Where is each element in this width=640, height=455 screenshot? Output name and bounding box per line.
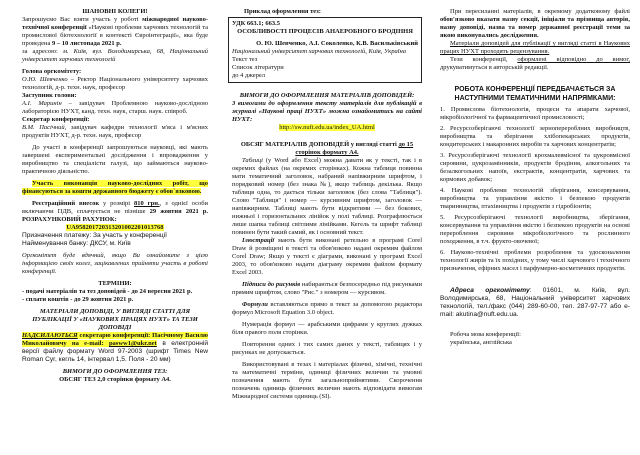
- review-note: Матеріали доповідей для публікації у вигляді статті в Наукових працях НУХТ проходять рецензування.: [440, 40, 630, 55]
- illus-lead: Ілюстрації: [242, 237, 275, 244]
- send-paragraph: [22, 332, 208, 364]
- intro-text: Запрошуємо Вас взяти участь у роботі: [22, 16, 143, 23]
- formulas-paragraph: [232, 301, 422, 317]
- send-note-a: При пересиланні матеріалів, в окремому додатковому файлі: [450, 8, 630, 15]
- direction-item: 2. Ресурсозберігаючі технології зерноперероблних виробництв, виробництва та зберігання хлібопекарських продуктів, кондитерських і макаронних виробів та харчових концентратів;: [440, 125, 630, 148]
- conference-name: «Наукові проблеми харчових технологій та промислової біотехнології в контексті Євроінтеграції», яка буде проведена: [22, 24, 208, 47]
- formulas-lead: Формули: [242, 301, 268, 308]
- deadline-item: - подачі матеріалів та тез доповідей - до 24 вересня 2021 р.: [22, 288, 193, 295]
- direction-item: 3. Ресурсозберігаючі технології крохмалевмісної та цукровмісної сировини, цукрозамінників, продуктів бродіння, алкогольних та безалкогольних напоїв, екстрактів, концентратів, харчових та кормових добавок;: [440, 152, 630, 183]
- conference-date: 9 – 10 листопада 2021 р.: [52, 40, 122, 47]
- fee-text-2: , з однієї особи включаючи ПДВ, сплачується не пізніше: [22, 200, 209, 215]
- middle-column: [232, 8, 422, 401]
- send-recipient: секретарю конференції: Пасічному Василю Миколайовичу на e-mail:: [22, 332, 208, 347]
- chair-title: Голова оргкомітету:: [22, 68, 82, 75]
- tables-lead: Таблиці: [242, 157, 263, 164]
- theses-note: [440, 56, 630, 72]
- secretary-title: Секретар конференції:: [22, 116, 90, 123]
- theses-volume: ОБСЯГ ТЕЗ 2,0 сторінки формату А4.: [59, 376, 171, 383]
- volume-c: до 15 сторінок формату А4.: [295, 141, 414, 156]
- secretary-desc: , завідувач кафедри технології м'яса і м'ясних продуктів НУХТ, д-р. техн. наук, професор: [22, 124, 208, 139]
- payment-purpose: Призначення платежу: За участь у конференції: [22, 232, 167, 239]
- theses-note-c: друкуватимуться в авторській редакції.: [440, 64, 549, 71]
- direction-item: 4. Наукові проблеми технологій зберігання, консервування, виробництва та управління якістю і безпекою продуктів тваринництва, птахівництва і продуктів з гідробіонтів;: [440, 187, 630, 210]
- deadlines-title: ТЕРМІНИ:: [98, 280, 132, 287]
- invite-paragraph: До участі в конференції запрошуються науковці, які мають завершені експериментальні дослідження і впровадження у виробництво та спеціалісти галузі, що займаються науково-практичною діяльністю.: [22, 144, 208, 175]
- right-column: [440, 8, 630, 347]
- fee-text: у розмірі: [99, 200, 134, 207]
- directions-list: [440, 106, 630, 273]
- example-udc: УДК 663.1; 663.5: [232, 20, 280, 27]
- website-link[interactable]: http://sw.nuft.edu.ua/index_UA.html: [279, 124, 375, 131]
- account-title: РОЗРАХУНКОВИЙ РАХУНОК:: [22, 216, 117, 223]
- materials-title: МАТЕРІАЛИ ДОПОВІДІ, У ВИГЛЯДІ СТАТТІ ДЛЯ ПУБЛІКАЦІЇ У «НАУКОВИХ ПРАЦЯХ НУХТ» ТА ТЕЗИ ДОПОВІДІ: [32, 308, 198, 331]
- example-authors: О. Ю. Шевченко, А.І. Соколенко, К.В. Васильківський: [256, 40, 418, 47]
- venue-address: м. Київ, вул. Володимирська, 68, Національний університет харчових технологій: [22, 48, 208, 63]
- volume-heading: [232, 141, 422, 157]
- bank-name: Найменування банку: ДКСУ, м. Київ: [22, 240, 131, 247]
- captions-text: набираються безпосередньо під рисунками прямим шрифтом, слово "Рис." з номером — курсивом.: [232, 281, 422, 296]
- budget-note: [22, 180, 208, 196]
- fee-label: Реєстраційний внесок: [32, 200, 100, 207]
- send-note: [440, 8, 630, 40]
- deputy-desc: – завідувач Проблемною науково-дослідною лабораторією НУХТ, канд. техн. наук, старш. наук. співроб.: [22, 100, 208, 115]
- tables-paragraph: [232, 157, 422, 237]
- deputy-name: А.І. Маринін: [22, 100, 62, 107]
- example-affiliation: Національний університет харчових технологій, Київ, Україна: [232, 48, 407, 55]
- theses-note-a: Тези конференції,: [450, 56, 518, 63]
- numbering-paragraph: Нумерація формул — арабськими цифрами у круглих дужках біля правого поля сторінки.: [232, 321, 422, 336]
- theses-note-b: оформлені відповідно до вимог,: [517, 56, 630, 63]
- venue-paragraph: [22, 48, 208, 64]
- volume-b: у вигляді статті: [349, 141, 399, 148]
- example-heading: ОСОБЛИВОСТІ ПРОЦЕСІВ АНАЕРОБНОГО БРОДІННЯ: [237, 28, 413, 35]
- language-title: Робоча мова конференції:: [450, 331, 521, 338]
- captions-paragraph: [232, 281, 422, 297]
- deputy-title: Заступник голови:: [22, 92, 77, 99]
- secretary-name: В.М. Пасічний: [22, 124, 65, 131]
- thanks-paragraph: Оргкомітет буде вдячний, якщо Ви ознайомите з цією інформацією своїх колег, зацікавлених прийняти участь в роботі конференції.: [22, 252, 208, 275]
- repeat-paragraph: Повторення одних і тих самих даних у тексті, таблицях і у рисунках не допускається.: [232, 341, 422, 356]
- conference-type: міжнародної науково-технічної конференції: [22, 16, 208, 31]
- example-refs: Список літератури: [232, 64, 284, 71]
- directions-title: РОБОТА КОНФЕРЕНЦІЇ ПЕРЕДБАЧАЄТЬСЯ ЗА НАСТУПНИМИ ТЕМАТИЧНИМИ НАПРЯМКАМИ:: [454, 86, 616, 102]
- example-box: [228, 17, 422, 83]
- req-title: ВИМОГИ ДО ОФОРМЛЕННЯ МАТЕРІАЛІВ ДОПОВІДЕЙ:: [239, 92, 415, 99]
- address-lead: Адреса оргкомітету: [450, 287, 530, 294]
- iban: UA958201720313201002201013768: [66, 224, 164, 231]
- send-label: НАДСИЛАЮТЬСЯ: [22, 332, 78, 339]
- secretary-paragraph: [22, 124, 208, 140]
- intro-paragraph: [22, 16, 208, 48]
- example-title: Приклад оформлення тез:: [244, 8, 321, 15]
- chair-name: О.Ю. Шевченко: [22, 76, 68, 83]
- fee-amount: 810 грн.: [134, 200, 160, 207]
- send-note-b: обов'язково вказати назву секції, ініціали та прізвища авторів, назву доповіді, назва та номер державної реєстрації теми за якою виконувались дослідження.: [440, 16, 630, 39]
- illus-text: мають бути виконані ретельно в програмі Corel Draw й розміщені в тексті та обов'язково надані окремим файлом Corel Draw; Якщо у тексті є діаграми, виконані у програмі Excel 2003, то обов'язково надати діаграму окремим файлом формату Excel 2003.: [232, 237, 422, 276]
- deputy-paragraph: [22, 100, 208, 116]
- fee-date: 29 жовтня 2021 р.: [149, 208, 209, 215]
- req-text: З вимогами до оформлення тексту матеріалів для публікацій в журналі «Наукові праці НУХТ» можна ознайомитись на сайті НУХТ:: [232, 100, 422, 123]
- left-column: [22, 8, 208, 384]
- direction-item: 1. Промислова біотехнологія, процеси та апарати харчової, мікробіологічної та фармацевтичної промисловості;: [440, 106, 630, 121]
- formulas-text: вставляються прямо в текст за допомогою редактора формул Microsoft Equation 3.0 object.: [232, 301, 422, 316]
- example-text: Текст тез: [232, 56, 258, 63]
- language-value: українська, англійська: [450, 339, 512, 346]
- address-text: : 01601, м. Київ, вул. Володимирська, 68, Національний університет харчових технологій, тел./факс (044) 289-60-00, тел. 287-97-77 або e-mail: akutina@nuft.edu.ua.: [440, 287, 630, 318]
- greeting-heading: ШАНОВНІ КОЛЕГИ!: [82, 8, 148, 15]
- theses-req-title: ВИМОГИ ДО ОФОРМЛЕННЯ ТЕЗ:: [62, 368, 168, 375]
- example-refs-count: до 4 джерел: [232, 72, 266, 79]
- captions-lead: Підписи до рисунків: [242, 281, 301, 288]
- address-paragraph: [440, 287, 630, 319]
- direction-item: 6. Науково-технічні проблеми розроблення та удосконалення технології жирів та їх похідних, у тому числі харчового і технічного призначення, ефірних масел і парфумерно-косметичних продуктів.: [440, 249, 630, 272]
- chair-paragraph: [22, 76, 208, 92]
- deadline-item: - сплати коштів - до 29 жовтня 2021 р.: [22, 296, 134, 303]
- terms-paragraph: Використовувані в тезах і матеріалах фізичні, хімічні, технічні та математичні терміни, одиниці фізичних величин та умовні позначення мають бути загальноприйнятими. Скорочення позначень одиниць фізичних величин мають відповідати вимогам Міжнародної системи одиниць (SI).: [232, 361, 422, 400]
- venue-label: за адресою:: [22, 48, 63, 55]
- email-link[interactable]: pasww1@ukr.net: [108, 340, 157, 347]
- send-format: в електронній версії файлу формату Word 97-2003 (шрифт Times New Roman Cyr, кегль 14, інтервал 1,5. Поля - 20 мм): [22, 340, 209, 363]
- illus-paragraph: [232, 237, 422, 277]
- direction-item: 5. Ресурсозберігаючі технології виробництва, зберігання, консервування та управління якістю і безпекою продуктів на основі перероблення сировини мікробіологічного та рослинного походження, в т.ч. фрукто-овочевої;: [440, 214, 630, 245]
- fee-paragraph: [22, 200, 208, 224]
- tables-text: (у Word або Excel) можна давати як у тексті, так і в окремих файлах (на окремих сторінках). Кожна таблиця повинна мати тематичний заголовок, набраний напівжирним шрифтом, і порядковий номер (без знака №), якщо таблиць декілька. Якщо таблиця одна, то дається тільки заголовок (без слова "Таблиця"). Слово "Таблиця" і номер — курсивним шрифтом, заголовок — напівжирним. Таблиці мають бути відкритими — без бокових, нижньої і горизонтальних лінійок у полі таблиці. Розграфлюється лише шапка таблиці світлими лінійками. Кегель та шрифт таблиці повинен бути такий самий, як і основний текст.: [232, 157, 422, 236]
- chair-desc: – Ректор Національного університету харчових технологій, д-р. техн. наук, професор: [22, 76, 208, 91]
- volume-a: ОБСЯГ МАТЕРІАЛІВ ДОПОВІДЕЙ: [240, 141, 350, 148]
- budget-note-text: Участь виконавців науково-дослідних робіт, що фінансуються за кошти державного бюджету є обов`язковою.: [22, 180, 208, 195]
